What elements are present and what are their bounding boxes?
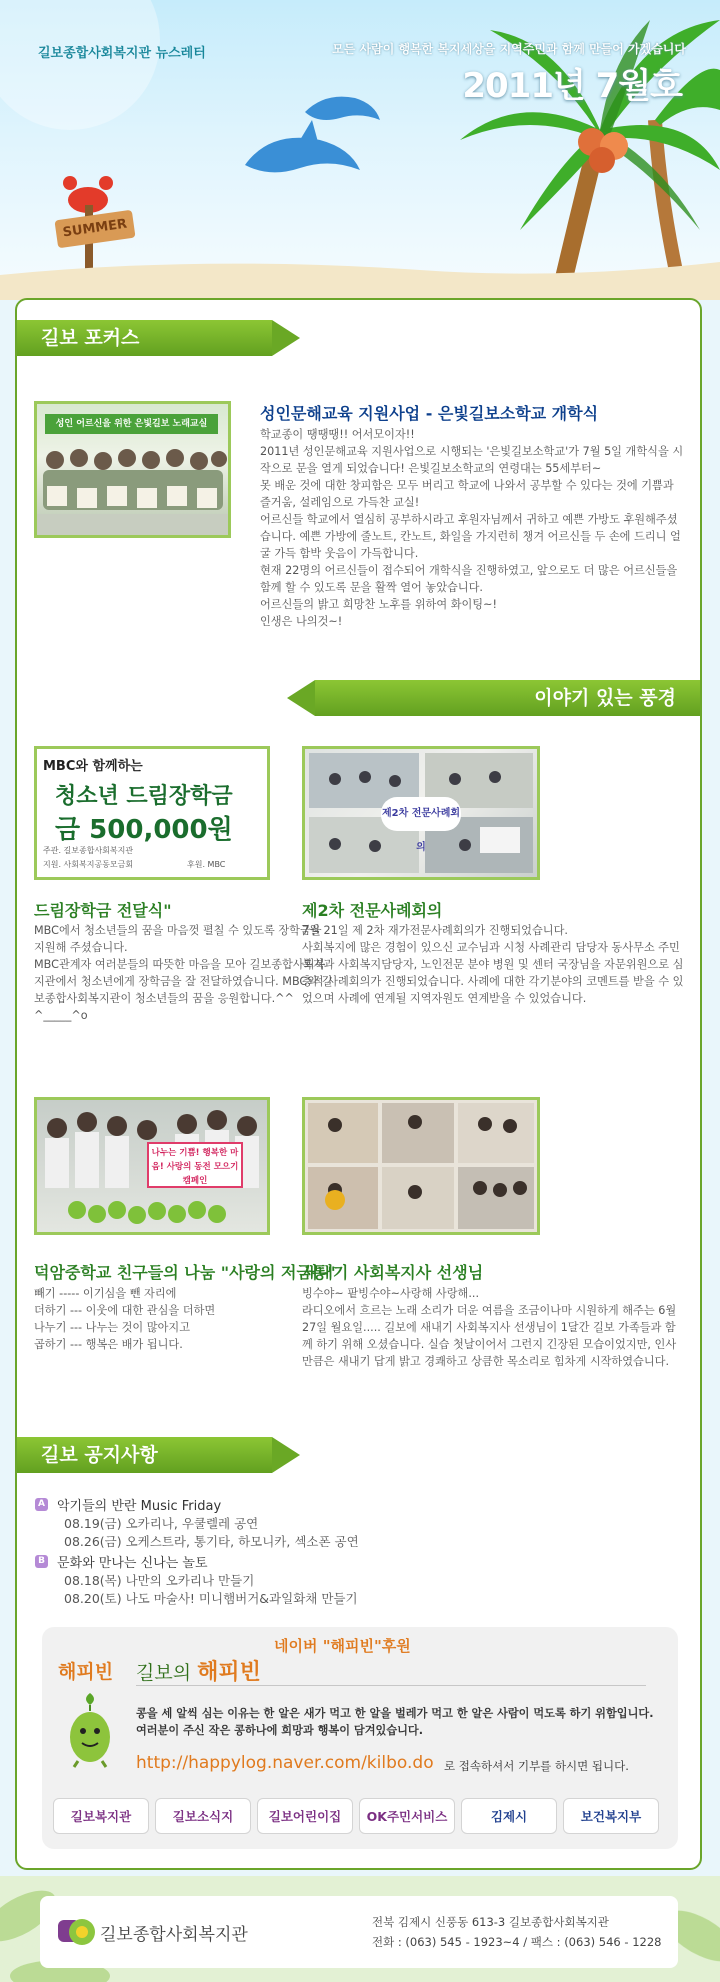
notice-item-line: 08.20(토) 나도 마술사! 미니햄버거&과일화채 만들기 xyxy=(64,1591,358,1606)
quick-link-label: 길보어린이집 xyxy=(268,1809,342,1824)
summer-sign: SUMMER xyxy=(54,210,135,249)
quick-link-label: 길보소식지 xyxy=(172,1809,234,1824)
section-header-notice: 길보 공지사항 xyxy=(17,1437,272,1473)
quick-link-ok-service[interactable] xyxy=(359,1798,455,1834)
notice-item-line: 08.18(목) 나만의 오카리나 만들기 xyxy=(64,1573,255,1588)
quick-link-newsletter[interactable] xyxy=(155,1798,251,1834)
issue-date: 2011년 7월호 xyxy=(462,66,682,106)
quick-link-label: OK주민서비스 xyxy=(366,1809,448,1824)
story-photo-piggybank xyxy=(34,1097,270,1235)
story-title: 새내기 사회복지사 선생님 xyxy=(302,1263,484,1282)
photo-line: 청소년 드림장학금 xyxy=(55,784,233,809)
happybean-description: 콩을 세 알씩 심는 이유는 한 알은 새가 먹고 한 알을 벌레가 먹고 한 알은 사람이 먹도록 하기 위함입니다. 여러분이 주신 작은 콩하나에 희망과 행복이 담겨있습니다. xyxy=(136,1707,654,1737)
quick-link-kilbo-center[interactable] xyxy=(53,1798,149,1834)
divider xyxy=(136,1685,646,1686)
focus-article-body: 학교종이 땡땡땡!! 어서모이자!! 2011년 성인문해교육 지원사업으로 시행되는 '은빛길보소학교'가 7월 5일 개학식을 시작으로 문을 열게 되었습니다! 은빛길보소학교의 연령대는 55세부터~ 못 배운 것에 대한 창피함은 모두 버리고 학교에 나와서 공부할 수 있다는 것에 기쁨과 즐거움, 설레임으로 가득찬 교실! 어르신들 학교에서 열심히 공부하시라고 후원자님께서 귀하고 예쁜 가방도 후원해주셨습니다. 예쁜 가방에 줄노트, 칸노트, 화일을 가지런히 챙겨 어르신들 두 손에 드리니 얼굴 가득 함박 웃음이 가득합니다. 현재 22명의 어르신들이 접수되어 개학식을 진행하였고, 앞으로도 더 많은 어르신들을 함께 할 수 있도록 문을 활짝 열어 놓았습니다. 어르신들의 밝고 희망찬 노후를 위하여 화이팅~! 인생은 나의것~! xyxy=(260,428,684,628)
story-photo-scholarship xyxy=(34,746,270,880)
org-logo-icon xyxy=(58,1912,98,1952)
story-body: 빼기 ----- 이기심을 뺀 자리에 더하기 --- 이웃에 대한 관심을 더하면 나누기 --- 나누는 것이 많아지고 곱하기 --- 행복은 배가 됩니다. xyxy=(34,1287,216,1351)
notice-item-line: 08.26(금) 오케스트라, 통기타, 하모니카, 섹소폰 공연 xyxy=(64,1534,359,1549)
photo-banner: 나누는 기쁨! 행복한 마음! 사랑의 동전 모으기 캠페인 xyxy=(147,1142,243,1188)
intern-collage-image xyxy=(305,1100,537,1232)
happybean-link[interactable]: http://happylog.naver.com/kilbo.do xyxy=(136,1753,434,1773)
story-body: MBC에서 청소년들의 꿈을 마음껏 펼칠 수 있도록 장학금을 지원해 주셨습니다. MBC관계자 여러분들의 따뜻한 마음을 모아 길보종합사회복지관에서 청소년에게 장학금을 잘 전달하였습니다. MBC와 길보종합사회복지관이 청소년들의 꿈을 응원합니다.^^ ^_____^o xyxy=(34,924,333,1022)
photo-line: MBC와 함께하는 xyxy=(43,759,143,774)
notice-item-title: 문화와 만나는 신나는 놀토 xyxy=(57,1556,208,1571)
story-title: 드림장학금 전달식" xyxy=(34,901,172,920)
story-title: 덕암중학교 친구들의 나눔 "사랑의 저금통" xyxy=(34,1263,336,1282)
photo-sponsor: 지원. 사회복지공동모금회 xyxy=(43,860,134,869)
brand-prefix: 길보의 xyxy=(136,1662,198,1684)
quick-link-label: 길보복지관 xyxy=(70,1809,132,1824)
photo-sponsor: 후원. MBC xyxy=(187,860,226,869)
happybean-box xyxy=(42,1627,678,1849)
newsletter-slogan: 모든 사람이 행복한 복지세상을 지역주민과 함께 만들어 가겠습니다 xyxy=(332,42,686,56)
footer-address: 전북 김제시 신풍동 613-3 길보종합사회복지관 전화 : (063) 545 - 1923~4 / 팩스 : (063) 546 - 1228 xyxy=(372,1915,662,1949)
happybean-brand xyxy=(136,1655,261,1686)
focus-article-title: 성인문해교육 지원사업 - 은빛길보소학교 개학식 xyxy=(260,404,599,423)
quick-link-gimje-city[interactable] xyxy=(461,1798,557,1834)
notice-badge-a: A xyxy=(35,1498,48,1511)
photo-sponsor: 주관. 길보종합사회복지관 xyxy=(43,846,134,855)
quick-link-health-ministry[interactable] xyxy=(563,1798,659,1834)
quick-link-label: 김제시 xyxy=(490,1809,528,1824)
section-header-story: 이야기 있는 풍경 xyxy=(315,680,700,716)
newsletter-body-panel xyxy=(15,298,702,1870)
story-photo-intern xyxy=(302,1097,540,1235)
bean-mascot-icon xyxy=(60,1689,120,1769)
photo-line: 금 500,000원 xyxy=(55,815,233,845)
quick-link-label: 보건복지부 xyxy=(580,1809,642,1824)
story-body: 7월 21일 제 2차 재가전문사례회의가 진행되었습니다. 사회복지에 많은 경험이 있으신 교수님과 시청 사례관리 담당자 동사무소 주민복지과 사회복지담당자, 노인전문 분야 병원 및 센터 국장님을 자문위원으로 심층적 사례회의가 진행되었습니다. 사례에 대한 각기분야의 코멘트를 받을 수 있었으며 사례에 연계될 지역자원도 연계받을 수 있었습니다. xyxy=(302,924,684,1005)
newsletter-org-title: 길보종합사회복지관 뉴스레터 xyxy=(38,46,206,61)
section-header-focus: 길보 포커스 xyxy=(17,320,272,356)
story-photo-meeting xyxy=(302,746,540,880)
happybean-sponsor: 네이버 "해피빈"후원 xyxy=(274,1637,411,1655)
brand-main: 해피빈 xyxy=(197,1660,261,1685)
quick-link-daycare[interactable] xyxy=(257,1798,353,1834)
footer-box xyxy=(40,1896,678,1968)
students-group-image xyxy=(37,438,228,538)
mascot-label: 해피빈 xyxy=(58,1661,114,1683)
footer-org-name: 길보종합사회복지관 xyxy=(100,1925,248,1945)
story-body: 빙수야~ 팥빙수야~사랑해 사랑해... 라디오에서 흐르는 노래 소리가 더운 여름을 조금이나마 시원하게 해주는 6월 27일 월요일..... 길보에 새내기 사회복지사 선생님이 1달간 길보 가족들과 함께 하기 위해 오셨습니다. 실습 첫날이어서 그런지 긴장된 모습이었지만, 인사만큼은 새내기 답게 밝고 경쾌하고 상큼한 목소리로 힘차게 시작하였습니다. xyxy=(302,1287,677,1368)
photo-sign: 제2차 전문사례회의 xyxy=(381,797,461,831)
newsletter-header xyxy=(0,0,720,300)
notice-item-line: 08.19(금) 오카리나, 우쿨렐레 공연 xyxy=(64,1516,259,1531)
notice-item-title: 악기들의 반란 Music Friday xyxy=(57,1499,222,1514)
photo-banner: 성인 어르신을 위한 은빛길보 노래교실 xyxy=(45,414,218,434)
story-title: 제2차 전문사례회의 xyxy=(302,901,443,920)
notice-badge-b: B xyxy=(35,1555,48,1568)
happybean-link-tail: 로 접속하셔서 기부를 하시면 됩니다. xyxy=(444,1759,629,1773)
focus-photo xyxy=(34,401,231,538)
